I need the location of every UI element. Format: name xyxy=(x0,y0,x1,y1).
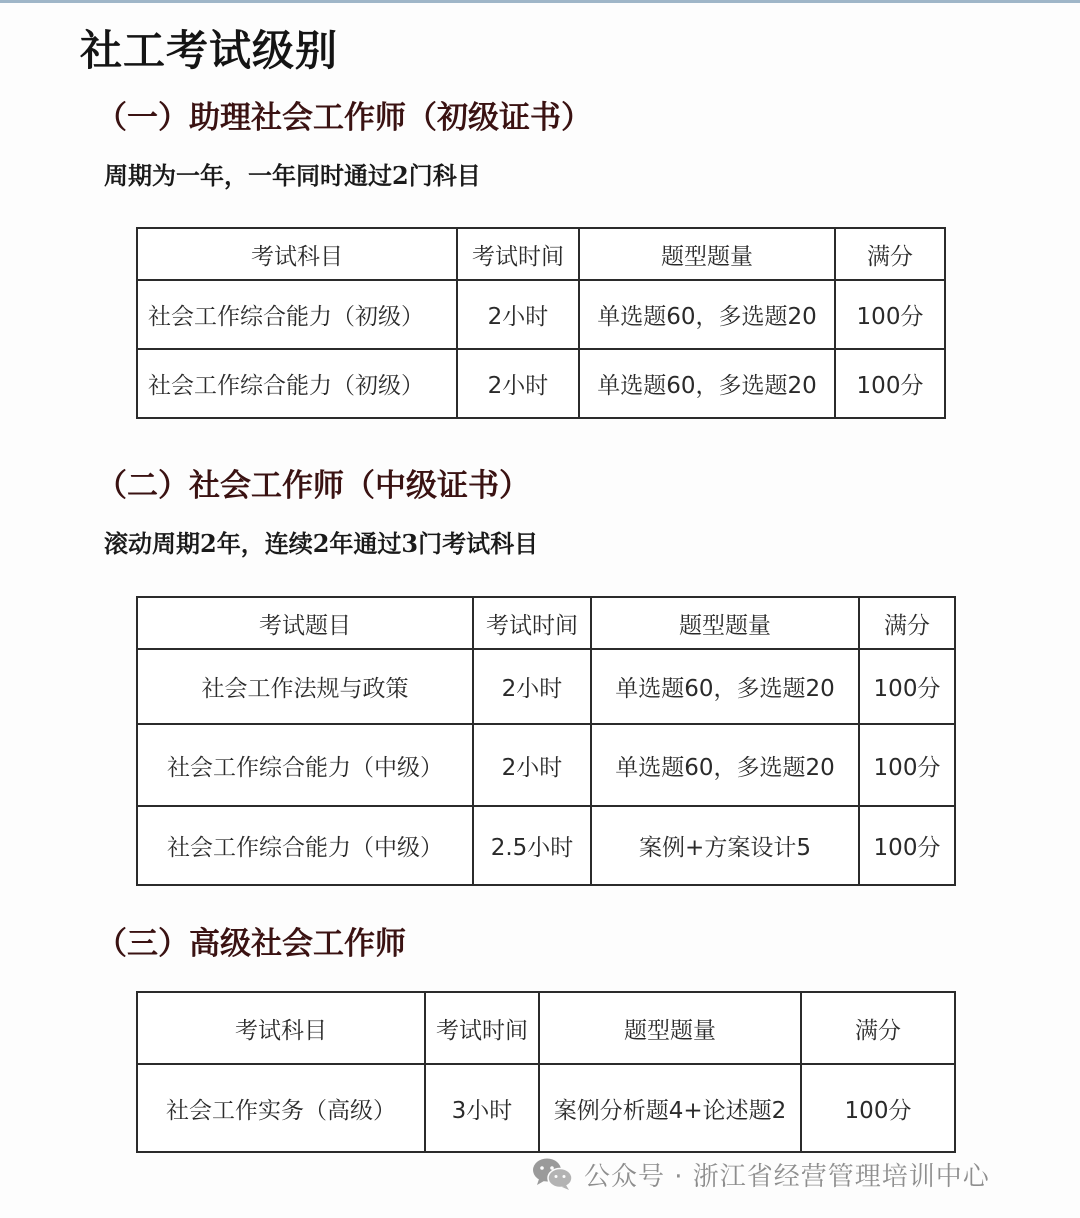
watermark-text: 公众号 · 浙江省经营管理培训中心 xyxy=(584,1161,990,1192)
cell-full-score: 100分 xyxy=(835,280,945,349)
cell-full-score: 100分 xyxy=(835,349,945,418)
cell-time: 2小时 xyxy=(457,280,579,349)
cell-question-types: 单选题60，多选题20 xyxy=(591,724,859,806)
cell-time: 2小时 xyxy=(473,724,591,806)
cell-time: 3小时 xyxy=(425,1064,539,1152)
cell-question-types: 案例+方案设计5 xyxy=(591,806,859,885)
header-time: 考试时间 xyxy=(457,228,579,280)
table-row xyxy=(137,1064,955,1152)
cell-subject: 社会工作综合能力（初级） xyxy=(137,349,457,418)
header-subject: 考试科目 xyxy=(137,228,457,280)
page-title: 社工考试级别 xyxy=(80,26,339,75)
header-time: 考试时间 xyxy=(473,597,591,649)
header-question-types: 题型题量 xyxy=(591,597,859,649)
section-2-description: 滚动周期2年，连续2年通过3门考试科目 xyxy=(104,529,539,558)
section-2-title: （二）社会工作师（中级证书） xyxy=(96,468,530,504)
section-1-table xyxy=(136,227,946,419)
cell-subject: 社会工作法规与政策 xyxy=(137,649,473,724)
section-1-title: （一）助理社会工作师（初级证书） xyxy=(96,100,592,136)
header-full-score: 满分 xyxy=(835,228,945,280)
header-question-types: 题型题量 xyxy=(579,228,835,280)
table-row xyxy=(137,649,955,724)
cell-question-types: 单选题60，多选题20 xyxy=(591,649,859,724)
cell-full-score: 100分 xyxy=(859,806,955,885)
table-row xyxy=(137,724,955,806)
section-2-table xyxy=(136,596,956,886)
table-header-row xyxy=(137,992,955,1064)
cell-question-types: 单选题60，多选题20 xyxy=(579,349,835,418)
table-header-row xyxy=(137,597,955,649)
section-3-table xyxy=(136,991,956,1153)
table-header-row xyxy=(137,228,945,280)
wechat-watermark xyxy=(532,1152,990,1196)
cell-full-score: 100分 xyxy=(801,1064,955,1152)
table-row xyxy=(137,806,955,885)
cell-full-score: 100分 xyxy=(859,724,955,806)
cell-time: 2.5小时 xyxy=(473,806,591,885)
top-divider xyxy=(0,0,1080,3)
table-row xyxy=(137,280,945,349)
cell-question-types: 单选题60，多选题20 xyxy=(579,280,835,349)
table-row xyxy=(137,349,945,418)
header-subject: 考试题目 xyxy=(137,597,473,649)
cell-full-score: 100分 xyxy=(859,649,955,724)
section-3-title: （三）高级社会工作师 xyxy=(96,926,406,962)
header-question-types: 题型题量 xyxy=(539,992,801,1064)
header-full-score: 满分 xyxy=(859,597,955,649)
header-time: 考试时间 xyxy=(425,992,539,1064)
cell-subject: 社会工作综合能力（中级） xyxy=(137,724,473,806)
cell-subject: 社会工作实务（高级） xyxy=(137,1064,425,1152)
wechat-icon xyxy=(532,1157,574,1191)
cell-time: 2小时 xyxy=(473,649,591,724)
cell-question-types: 案例分析题4+论述题2 xyxy=(539,1064,801,1152)
header-full-score: 满分 xyxy=(801,992,955,1064)
cell-subject: 社会工作综合能力（中级） xyxy=(137,806,473,885)
header-subject: 考试科目 xyxy=(137,992,425,1064)
section-1-description: 周期为一年，一年同时通过2门科目 xyxy=(104,161,481,190)
cell-time: 2小时 xyxy=(457,349,579,418)
cell-subject: 社会工作综合能力（初级） xyxy=(137,280,457,349)
